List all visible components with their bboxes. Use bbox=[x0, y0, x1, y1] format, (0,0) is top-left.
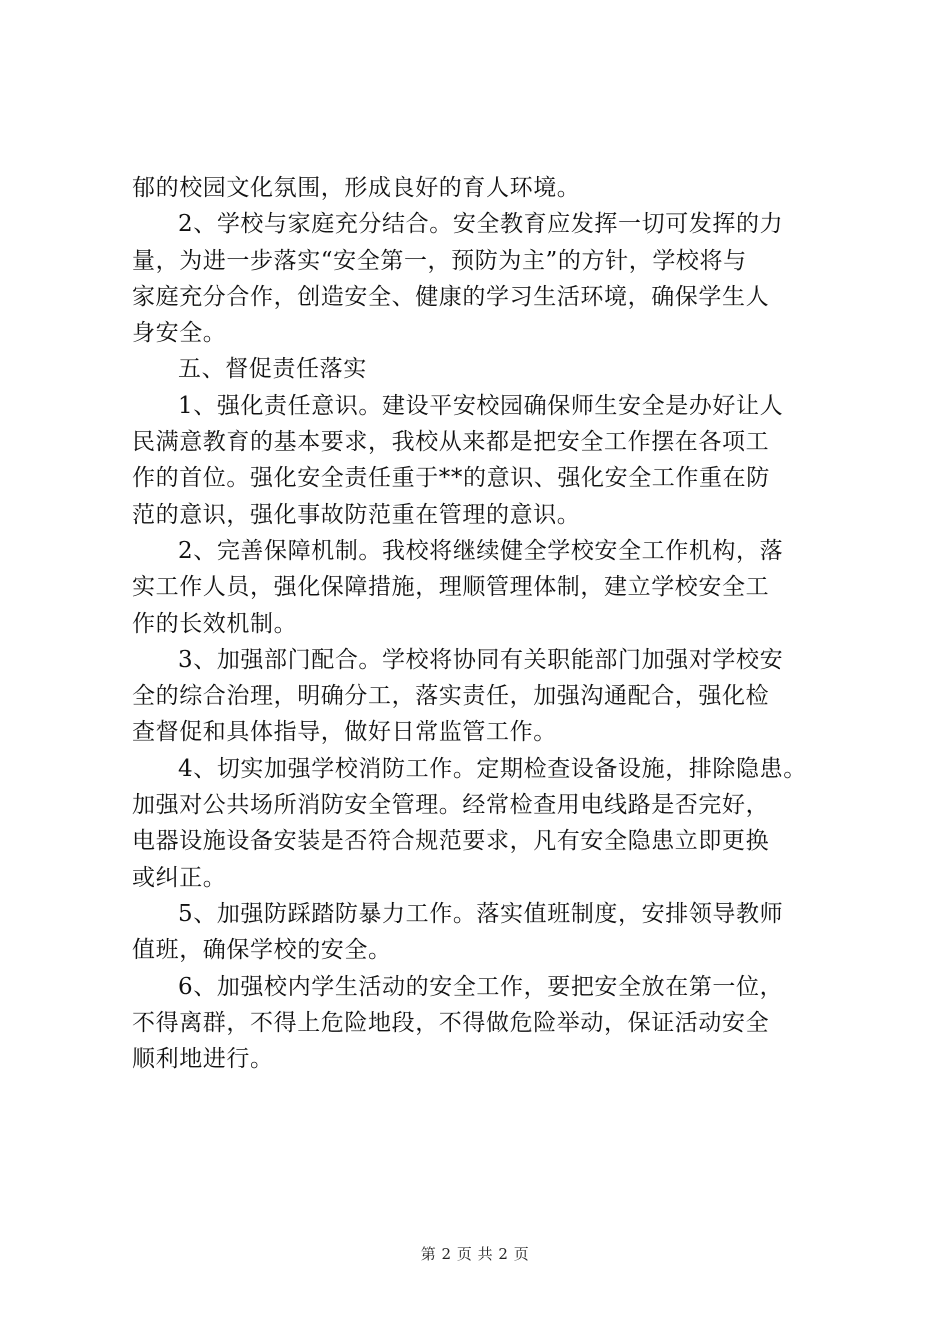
text-line: 电器设施设备安装是否符合规范要求，凡有安全隐患立即更换 bbox=[132, 828, 770, 855]
text-line: 3、加强部门配合。学校将协同有关职能部门加强对学校安 bbox=[178, 646, 784, 673]
text-line: 民满意教育的基本要求，我校从来都是把安全工作摆在各项工 bbox=[132, 429, 770, 456]
text-line: 量，为进一步落实“安全第一，预防为主”的方针，学校将与 bbox=[132, 247, 747, 274]
text-line: 1、强化责任意识。建设平安校园确保师生安全是办好让人 bbox=[178, 392, 784, 419]
text-line: 5、加强防踩踏防暴力工作。落实值班制度，安排领导教师 bbox=[178, 900, 784, 927]
text-line: 2、完善保障机制。我校将继续健全学校安全工作机构，落 bbox=[178, 537, 784, 564]
text-line: 4、切实加强学校消防工作。定期检查设备设施，排除隐患。 bbox=[178, 755, 807, 782]
text-line: 加强对公共场所消防安全管理。经常检查用电线路是否完好， bbox=[132, 792, 770, 819]
text-line: 作的长效机制。 bbox=[132, 610, 298, 637]
text-line: 值班，确保学校的安全。 bbox=[132, 937, 392, 964]
text-line: 作的首位。强化安全责任重于**的意识、强化安全工作重在防 bbox=[132, 465, 770, 492]
text-line: 查督促和具体指导，做好日常监管工作。 bbox=[132, 719, 557, 746]
section-heading: 五、督促责任落实 bbox=[178, 356, 367, 383]
document-body bbox=[132, 170, 842, 1077]
text-line: 实工作人员，强化保障措施，理顺管理体制，建立学校安全工 bbox=[132, 574, 770, 601]
text-line: 不得离群，不得上危险地段，不得做危险举动，保证活动安全 bbox=[132, 1009, 770, 1036]
text-line: 郁的校园文化氛围，形成良好的育人环境。 bbox=[132, 175, 581, 201]
text-line: 范的意识，强化事故防范重在管理的意识。 bbox=[132, 501, 581, 528]
text-line: 或纠正。 bbox=[132, 864, 227, 891]
text-line: 顺利地进行。 bbox=[132, 1046, 274, 1073]
text-line: 家庭充分合作，创造安全、健康的学习生活环境，确保学生人 bbox=[132, 283, 770, 310]
text-line: 身安全。 bbox=[132, 320, 227, 347]
page-number-footer: 第 2 页 共 2 页 bbox=[420, 1245, 530, 1263]
text-line: 2、学校与家庭充分结合。安全教育应发挥一切可发挥的力 bbox=[178, 211, 784, 238]
text-line: 全的综合治理，明确分工，落实责任，加强沟通配合，强化检 bbox=[132, 683, 770, 710]
text-line: 6、加强校内学生活动的安全工作，要把安全放在第一位， bbox=[178, 973, 784, 1000]
